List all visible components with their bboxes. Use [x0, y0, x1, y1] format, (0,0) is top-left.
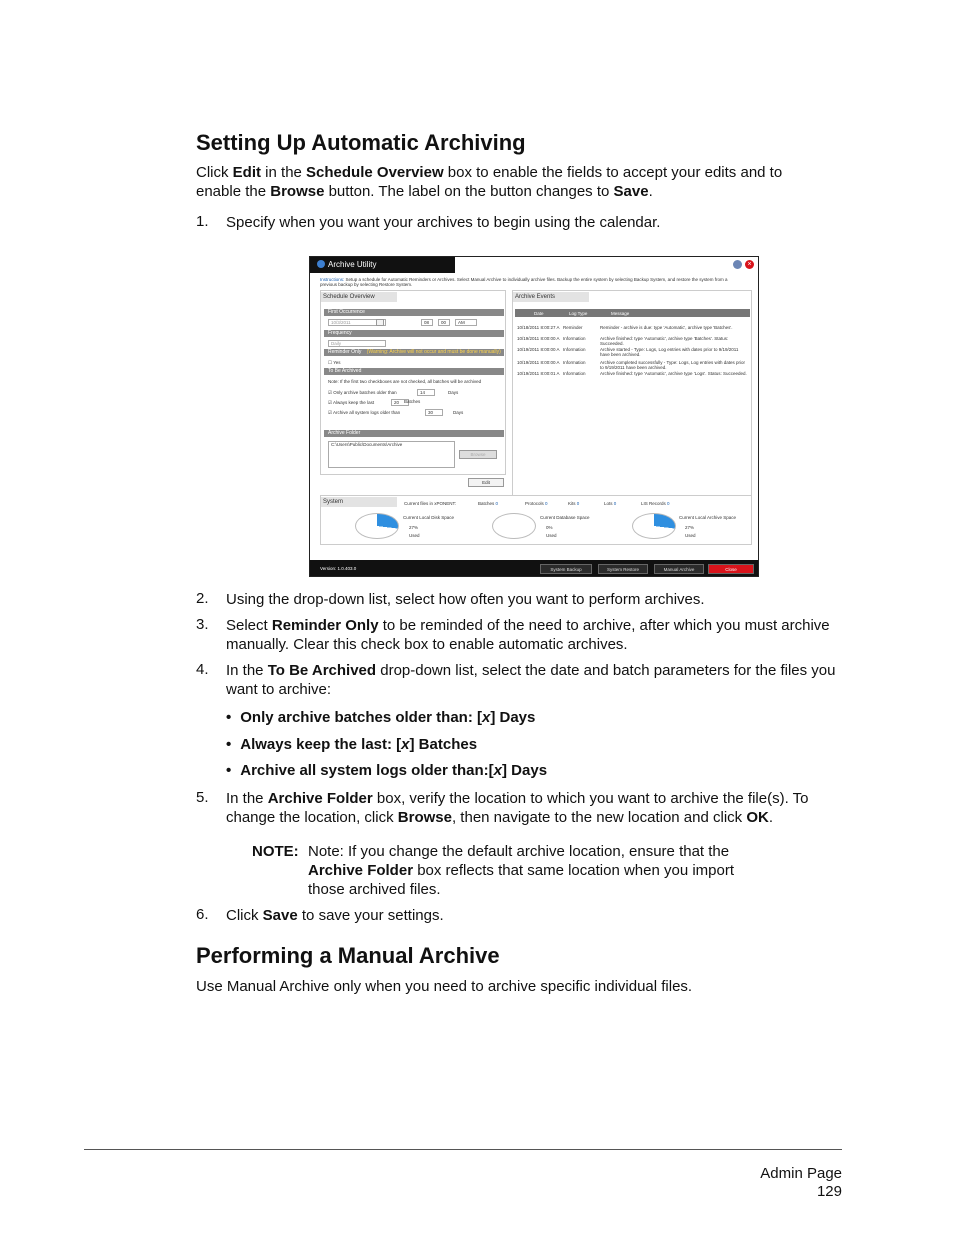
step-number: 4.	[196, 661, 209, 678]
close-icon: ×	[745, 260, 754, 269]
manual-archive-button: Manual Archive	[654, 564, 704, 574]
event-message: Archive finished: type 'Automatic', archive type 'Batches'. Status: Succeeded.	[600, 336, 729, 346]
disk-space-label: Current Local Disk Space	[403, 515, 455, 520]
archive-folder-bar: Archive Folder	[324, 430, 504, 437]
section-heading: Setting Up Automatic Archiving	[196, 130, 526, 155]
event-type: Reminder	[563, 325, 583, 330]
opt1-checkbox: ☑ Only archive batches older than	[328, 390, 397, 395]
event-date: 10/19/2011 8:00:00 A	[517, 360, 560, 365]
reminder-bar: Reminder Only (Warning: Archive will not occur and must be done manually)	[324, 349, 504, 356]
step-text: Click Save to save your settings.	[226, 907, 444, 924]
frequency-select: Daily	[328, 340, 386, 347]
archive-space-used: Used	[685, 533, 696, 538]
event-date: 10/18/2011 8:00:27 A	[517, 325, 560, 330]
archive-space-pie	[632, 513, 676, 539]
note-label: NOTE:	[252, 843, 299, 860]
database-space-pie	[492, 513, 536, 539]
step-text: In the Archive Folder box, verify the location to which you want to archive the file(s). To change the location, click Browse, then navigate to the new location and click OK.	[226, 790, 809, 826]
opt3-checkbox: ☑ Archive all system logs older than	[328, 410, 401, 415]
event-date: 10/19/2011 8:00:01 A	[517, 371, 560, 376]
edit-button: Edit	[468, 478, 504, 487]
event-date: 10/19/2011 8:00:00 A	[517, 336, 560, 341]
step-number: 5.	[196, 789, 209, 806]
step-text: Select Reminder Only to be reminded of the need to archive, after which you must archive manually. Clear this check box to enable automatic archives.	[226, 617, 830, 653]
bullet-item: • Only archive batches older than: [x] Days	[226, 709, 536, 726]
app-icon	[317, 260, 325, 268]
event-message: Archive finished: type 'Automatic', archive type 'Logs'. Status: Succeeded.	[600, 371, 747, 376]
section-paragraph: Use Manual Archive only when you need to archive specific individual files.	[196, 978, 693, 995]
step-text: Specify when you want your archives to begin using the calendar.	[226, 214, 661, 231]
section-heading: Performing a Manual Archive	[196, 943, 500, 968]
archive-events-title: Archive Events	[513, 292, 589, 302]
event-message: Reminder - archive is due: type 'Automatic', archive type 'Batches'.	[600, 325, 733, 330]
opt1-value: 14	[417, 389, 435, 396]
event-type: Information	[563, 371, 586, 376]
window-titlebar	[310, 257, 759, 273]
opt1-unit: Days	[448, 390, 459, 395]
events-header-message: Message	[611, 311, 630, 316]
database-space-label: Current Database Space	[540, 515, 590, 520]
lis-count: LIS Records 0	[641, 501, 670, 506]
opt3-value: 30	[425, 409, 443, 416]
current-files-label: Current files in xPONENT:	[404, 501, 457, 506]
system-title: System	[321, 497, 397, 507]
disk-space-used: Used	[409, 533, 420, 538]
close-button: Close	[708, 564, 754, 574]
footer-rule	[84, 1149, 842, 1150]
date-field: 10/3/2011	[328, 319, 386, 326]
schedule-overview-title: Schedule Overview	[321, 292, 397, 302]
batches-count: Batches 0	[478, 501, 499, 506]
first-occurrence-bar: First Occurrence	[324, 309, 504, 316]
event-date: 10/19/2011 8:00:00 A	[517, 347, 560, 352]
ampm-field: AM	[455, 319, 477, 326]
archive-space-label: Current Local Archive Space	[679, 515, 737, 520]
frequency-bar: Frequency	[324, 330, 504, 337]
folder-path: C:\Users\Public\Documents\Archive	[328, 441, 455, 468]
minimize-icon	[733, 260, 742, 269]
yes-checkbox: ☐ Yes	[328, 360, 341, 365]
opt2-unit: Batches	[404, 399, 421, 404]
events-header	[515, 309, 750, 317]
event-type: Information	[563, 360, 586, 365]
step-number: 3.	[196, 616, 209, 633]
opt2-value: 20	[391, 399, 409, 406]
step-text: Using the drop-down list, select how often you want to perform archives.	[226, 591, 705, 608]
step-number: 2.	[196, 590, 209, 607]
lots-count: Lots 0	[604, 501, 617, 506]
hour-field: 08	[421, 319, 433, 326]
kits-count: Kits 0	[568, 501, 580, 506]
archive-space-pct: 27%	[685, 525, 695, 530]
event-message: Archive completed successfully - Type: Logs, Log entries with dates prior to 9/19/2011 have been archived.	[600, 360, 745, 370]
archive-utility-screenshot	[309, 256, 759, 577]
footer-page-number: 129	[816, 1183, 842, 1200]
disk-space-pie	[355, 513, 399, 539]
archive-events-panel	[512, 290, 752, 497]
window-title: Archive Utility	[310, 257, 455, 273]
event-message: Archive started - Type: Logs, Log entries with dates prior to 9/19/2011 have been archived.	[600, 347, 739, 357]
calendar-icon	[376, 319, 384, 326]
to-be-archived-bar: To Be Archived	[324, 368, 504, 375]
event-type: Information	[563, 347, 586, 352]
database-space-pct: 0%	[546, 525, 553, 530]
opt2-checkbox: ☑ Always keep the last	[328, 400, 375, 405]
bullet-item: • Archive all system logs older than:[x] Days	[226, 762, 548, 779]
database-space-used: Used	[546, 533, 557, 538]
browse-button: Browse	[459, 450, 497, 459]
step-number: 6.	[196, 906, 209, 923]
intro-paragraph: Click Edit in the Schedule Overview box to enable the fields to accept your edits and to enable the Browse button. The label on the button changes to Save.	[196, 164, 783, 200]
step-text: In the To Be Archived drop-down list, select the date and batch parameters for the files you want to archive:	[226, 662, 836, 698]
instructions: Instructions: Setup a schedule for Automatic Reminders or Archives. Select Manual Archive to individually archive files. Backup the entire system by selecting Backup System, and restore the system from a previous backup by selecting Restore System.	[320, 277, 728, 287]
event-type: Information	[563, 336, 586, 341]
tba-note: Note: If the first two checkboxes are not checked, all batches will be archived	[328, 379, 482, 384]
system-restore-button: System Restore	[598, 564, 648, 574]
system-backup-button: System Backup	[540, 564, 592, 574]
footer-page-label: Admin Page	[760, 1165, 842, 1182]
version-label: Version: 1.0.403.0	[320, 566, 357, 571]
step-number: 1.	[196, 213, 209, 230]
events-header-date: Date	[534, 311, 544, 316]
minute-field: 00	[438, 319, 450, 326]
disk-space-pct: 27%	[409, 525, 419, 530]
events-header-logtype: Log Type	[569, 311, 588, 316]
note-text: Note: If you change the default archive location, ensure that the Archive Folder box reflects that same location when you import those archived files.	[308, 843, 735, 898]
opt3-unit: Days	[453, 410, 464, 415]
bullet-item: • Always keep the last: [x] Batches	[226, 736, 478, 753]
protocols-count: Protocols 0	[525, 501, 548, 506]
